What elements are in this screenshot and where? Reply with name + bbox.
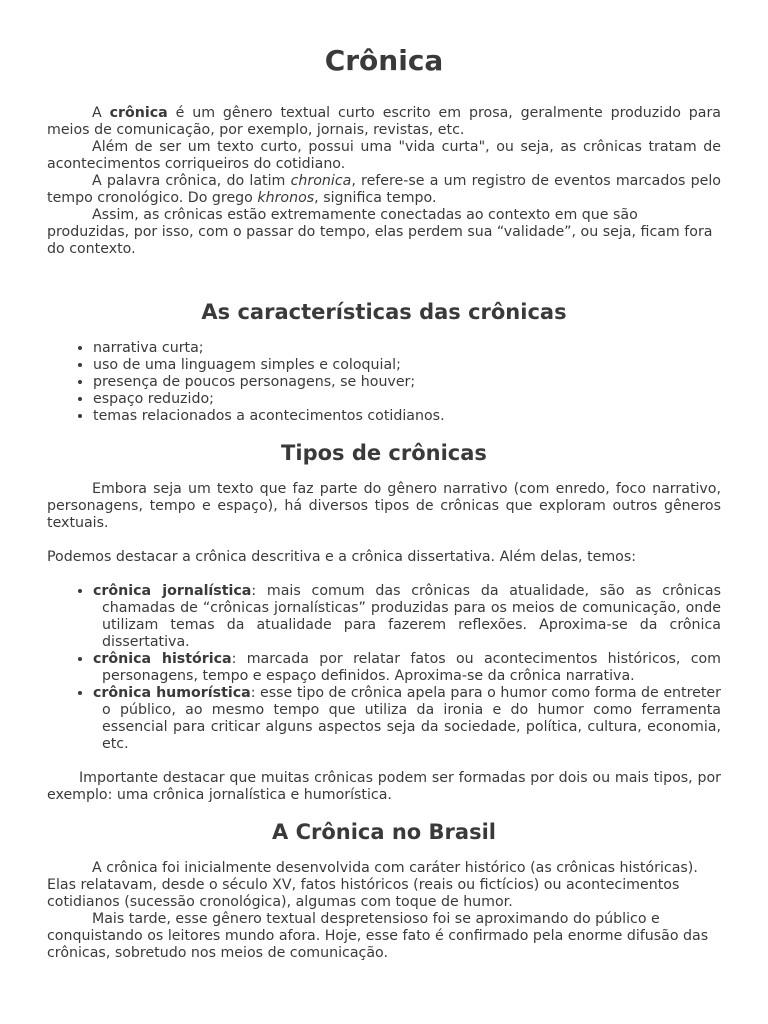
intro-p1-pre: A bbox=[92, 105, 110, 121]
list-item bbox=[93, 651, 721, 685]
list-item bbox=[93, 583, 721, 651]
brazil-paragraph-1: A crônica foi inicialmente desenvolvida com caráter histórico (as crônicas históricas). Elas relatavam, desde o século XV, fatos históricos (reais ou fictícios) ou acontecimentos cotidianos (sucessão cronológica), algumas com toque de humor. bbox=[47, 860, 698, 910]
intro-paragraph-1 bbox=[47, 105, 721, 139]
section-heading-brazil: A Crônica no Brasil bbox=[272, 820, 496, 844]
brazil-paragraph-2: Mais tarde, esse gênero textual despretensioso foi se aproximando do público e conquistando os leitores mundo afora. Hoje, esse fato é confirmado pela enorme difusão das crônicas, sobretudo nos meios de comunicação. bbox=[47, 911, 709, 961]
intro-p3-post: , significa tempo. bbox=[314, 190, 437, 206]
list-item: • narrativa curta; bbox=[93, 340, 721, 357]
types-list bbox=[47, 583, 721, 753]
type-term-jornalistica: crônica jornalística bbox=[93, 583, 252, 599]
type-term-historica: crônica histórica bbox=[93, 651, 232, 667]
section-heading-types: Tipos de crônicas bbox=[281, 441, 487, 465]
intro-p3-pre: A palavra crônica, do latim bbox=[92, 173, 291, 189]
type-desc-historica: : marcada por relatar fatos ou acontecimentos históricos, com personagens, tempo e espaço definidos. Aproxima-se da crônica narrativa. bbox=[102, 651, 721, 684]
type-term-humoristica: crônica humorística bbox=[93, 685, 251, 701]
list-item: • uso de uma linguagem simples e coloquial; bbox=[93, 357, 721, 374]
intro-p1-post: é um gênero textual curto escrito em prosa, geralmente produzido para meios de comunicação, por exemplo, jornais, revistas, etc. bbox=[47, 105, 721, 138]
type-desc-jornalistica: : mais comum das crônicas da atualidade, são as crônicas chamadas de “crônicas jornalísticas” produzidas para os meios de comunicação, onde utilizam temas da atualidade para fazerem reflexões. Aproxima-se da crônica dissertativa. bbox=[102, 583, 721, 650]
list-item: • presença de poucos personagens, se houver; bbox=[93, 374, 721, 391]
types-paragraph-2: Podemos destacar a crônica descritiva e a crônica dissertativa. Além delas, temos: bbox=[47, 549, 637, 565]
intro-paragraph-4: Assim, as crônicas estão extremamente conectadas ao contexto em que são produzidas, por isso, com o passar do tempo, elas perdem sua “validade”, ou seja, ficam fora do contexto. bbox=[47, 207, 713, 257]
intro-p1-bold-term: crônica bbox=[109, 105, 168, 121]
intro-p3-mid: , refere-se a um registro de eventos marcados pelo tempo cronológico. Do grego bbox=[47, 173, 721, 206]
intro-paragraph-3 bbox=[47, 173, 721, 207]
type-desc-humoristica: : esse tipo de crônica apela para o humor como forma de entreter o público, ao mesmo tempo que utiliza da ironia e do humor como ferramenta essencial para criticar alguns aspectos seja da sociedade, política, cultura, economia, etc. bbox=[102, 685, 721, 752]
list-item: • espaço reduzido; bbox=[93, 391, 721, 408]
section-heading-characteristics: As características das crônicas bbox=[201, 300, 567, 324]
list-item: • temas relacionados a acontecimentos cotidianos. bbox=[93, 408, 721, 425]
characteristics-list bbox=[47, 340, 721, 425]
page-title: Crônica bbox=[324, 44, 444, 77]
types-paragraph-1: Embora seja um texto que faz parte do gênero narrativo (com enredo, foco narrativo, personagens, tempo e espaço), há diversos tipos de crônicas que exploram outros gêneros textuais. bbox=[47, 481, 721, 531]
intro-p3-italic-chronica: chronica bbox=[290, 173, 352, 189]
intro-paragraph-2: Além de ser um texto curto, possui uma "vida curta", ou seja, as crônicas tratam de acontecimentos corriqueiros do cotidiano. bbox=[47, 139, 721, 172]
intro-p3-italic-khronos: khronos bbox=[257, 190, 315, 206]
types-paragraph-3: Importante destacar que muitas crônicas podem ser formadas por dois ou mais tipos, por exemplo: uma crônica jornalística e humorística. bbox=[47, 770, 721, 803]
list-item bbox=[93, 685, 721, 753]
